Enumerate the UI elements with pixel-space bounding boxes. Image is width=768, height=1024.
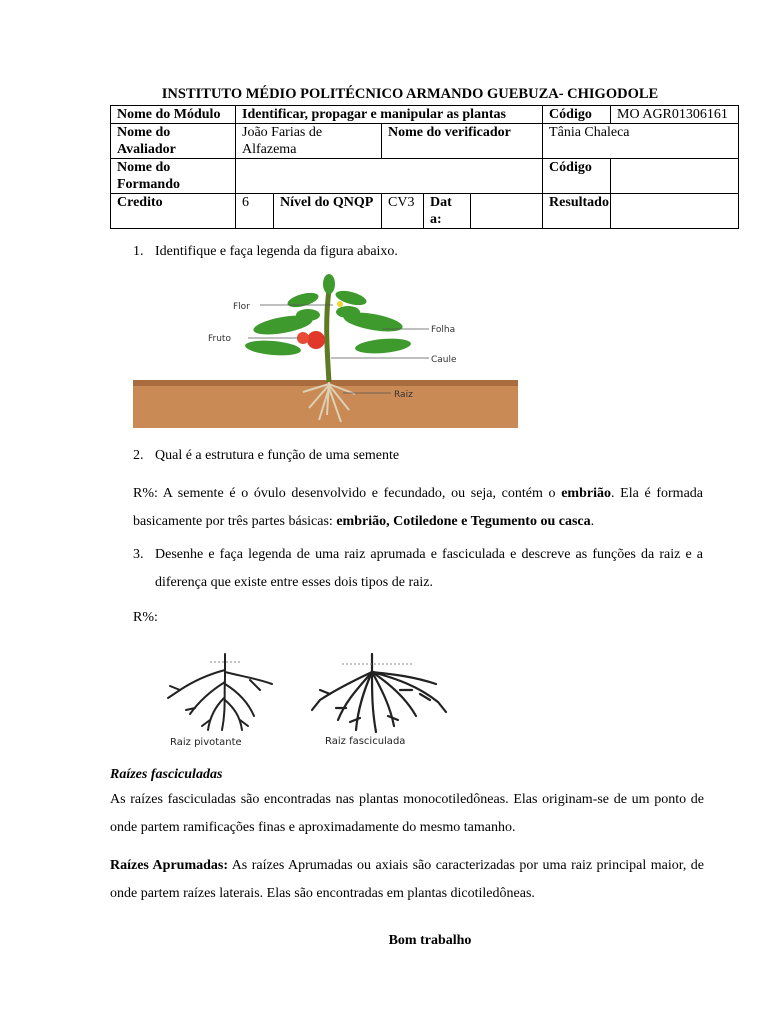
label-raiz-pivotante: Raiz pivotante	[170, 737, 242, 748]
credito-value: 6	[236, 194, 274, 229]
question-2-text: Qual é a estrutura e função de uma semente	[155, 448, 400, 463]
fasciculadas-text: As raízes fasciculadas são encontradas nas plantas monocotiledôneas. Elas originam-se de um ponto de onde partem ramificações finas e aproximadamente do mesmo tamanho.	[110, 792, 704, 835]
codigo-label: Código	[543, 106, 611, 124]
data-value[interactable]	[471, 194, 543, 229]
fasciculadas-heading: Raízes fasciculadas	[110, 767, 223, 782]
question-1-number: 1.	[133, 244, 144, 259]
label-flor: Flor	[233, 302, 250, 312]
codigo2-value[interactable]	[611, 159, 739, 194]
answer-2	[133, 480, 703, 536]
codigo2-label: Código	[543, 159, 611, 194]
plant-figure	[133, 270, 518, 428]
nivel-value: CV3	[382, 194, 424, 229]
question-3-text: Desenhe e faça legenda de uma raiz aprumada e fasciculada e descreve as funções da raiz e a diferença que existe entre esses dois tipos de raiz.	[155, 547, 703, 590]
credito-label: Credito	[111, 194, 236, 229]
answer-3-label: R%:	[133, 610, 158, 625]
closing-text: Bom trabalho	[388, 933, 472, 948]
answer-2-part2: . Ela é formada basicamente por três partes básicas:	[133, 486, 703, 529]
label-folha: Folha	[431, 325, 456, 335]
formando-label: Nome do Formando	[111, 159, 236, 194]
modulo-label: Nome do Módulo	[111, 106, 236, 124]
verificador-label: Nome do verificador	[382, 124, 543, 159]
data-label: Dat a:	[424, 194, 471, 229]
answer-2-bold1: embrião	[561, 486, 611, 501]
question-3	[133, 541, 703, 597]
modulo-value: Identificar, propagar e manipular as plantas	[236, 106, 543, 124]
resultado-value[interactable]	[611, 194, 739, 229]
plant-stem	[327, 290, 329, 382]
aprumadas-text: As raízes Aprumadas ou axiais são caracterizadas por uma raiz principal maior, de onde partem raízes laterais. Elas são encontradas em plantas dicotiledôneas.	[110, 858, 704, 901]
taproot-drawing	[168, 654, 272, 730]
answer-2-bold2: embrião, Cotiledone e Tegumento ou casca	[336, 514, 591, 529]
verificador-value: Tânia Chaleca	[543, 124, 739, 159]
aprumadas-paragraph	[110, 852, 704, 908]
label-caule: Caule	[431, 355, 457, 365]
codigo-value: MO AGR01306161	[611, 106, 739, 124]
header-table	[110, 105, 739, 229]
formando-value[interactable]	[236, 159, 543, 194]
roots-figure	[150, 650, 500, 750]
question-3-number: 3.	[133, 547, 144, 562]
fibrous-root-drawing	[312, 654, 446, 732]
question-1	[133, 240, 703, 264]
answer-2-part3: .	[590, 514, 595, 529]
label-fruto: Fruto	[208, 334, 231, 344]
flower-dot	[337, 301, 343, 307]
label-raiz: Raiz	[394, 390, 413, 400]
tomato-fruit-small	[297, 332, 309, 344]
resultado-label: Resultado	[543, 194, 611, 229]
tomato-fruit	[307, 331, 325, 349]
question-2	[133, 442, 703, 470]
question-2-number: 2.	[133, 448, 144, 463]
institute-title: INSTITUTO MÉDIO POLITÉCNICO ARMANDO GUEBUZA- CHIGODOLE	[161, 86, 659, 102]
aprumadas-heading: Raízes Aprumadas:	[110, 858, 229, 873]
nivel-label: Nível do QNQP	[274, 194, 382, 229]
question-1-text: Identifique e faça legenda da figura abaixo.	[155, 244, 398, 259]
answer-2-part1: R%: A semente é o óvulo desenvolvido e fecundado, ou seja, contém o	[133, 486, 562, 501]
avaliador-label: Nome do Avaliador	[111, 124, 236, 159]
label-raiz-fasciculada: Raiz fasciculada	[325, 736, 406, 747]
avaliador-value: João Farias de Alfazema	[236, 124, 382, 159]
